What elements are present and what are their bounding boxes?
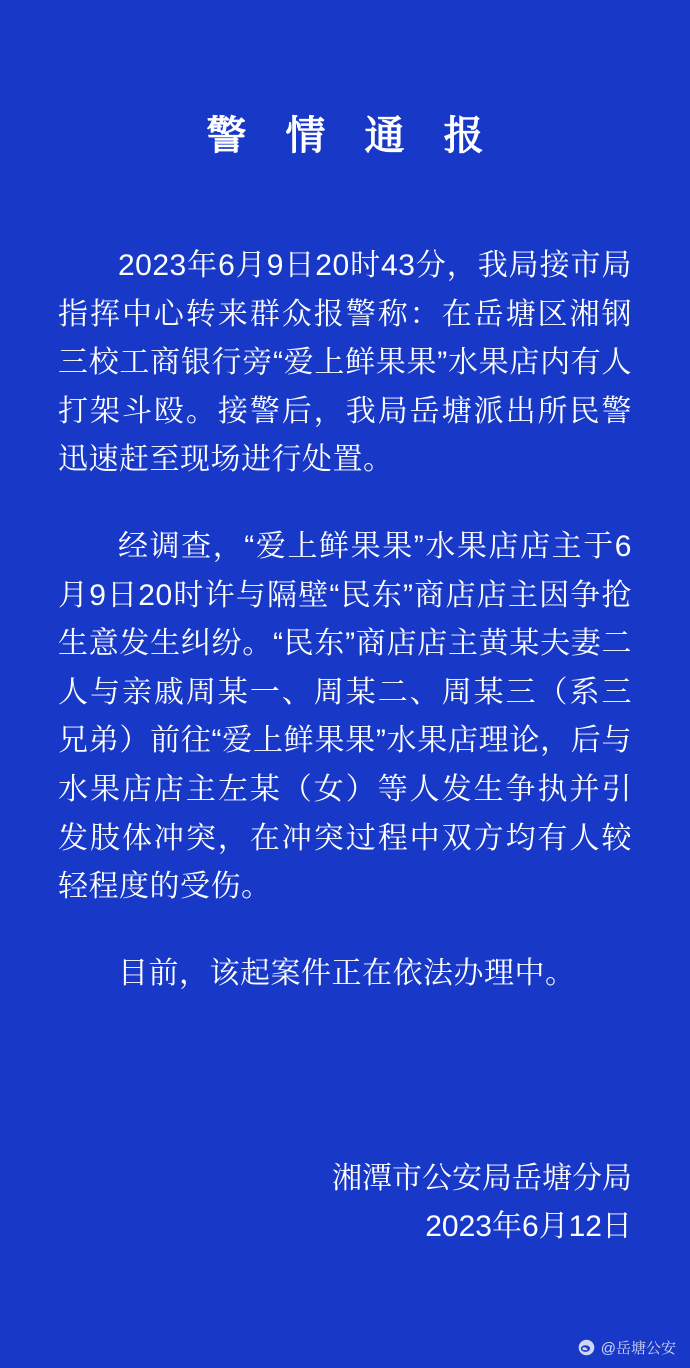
watermark-account: @岳塘公安: [600, 1340, 676, 1357]
weibo-icon: [578, 1339, 595, 1356]
page-title: 警 情 通 报: [206, 114, 498, 158]
signature-date: 2023年6月12日: [425, 1209, 632, 1243]
paragraph-1: 2023年6月9日20时43分，我局接市局指挥中心转来群众报警称：在岳塘区湘钢三校工商银行旁“爱上鲜果果”水果店内有人打架斗殴。接警后，我局岳塘派出所民警迅速赶至现场进行处置。: [58, 249, 632, 477]
document-body: [58, 242, 632, 998]
paragraph-2: 经调查，“爱上鲜果果”水果店店主于6月9日20时许与隔壁“民东”商店店主因争抢生意发生纠纷。“民东”商店店主黄某夫妻二人与亲戚周某一、周某二、周某三（系三兄弟）前往“爱上鲜果果”水果店理论，后与水果店店主左某（女）等人发生争执并引发肢体冲突，在冲突过程中双方均有人较轻程度的受伤。: [58, 529, 632, 904]
watermark: [578, 1337, 676, 1358]
signature-block: [332, 1155, 632, 1250]
paragraph-3: 目前，该起案件正在依法办理中。: [118, 956, 576, 990]
signature-organization: 湘潭市公安局岳塘分局: [332, 1162, 632, 1196]
